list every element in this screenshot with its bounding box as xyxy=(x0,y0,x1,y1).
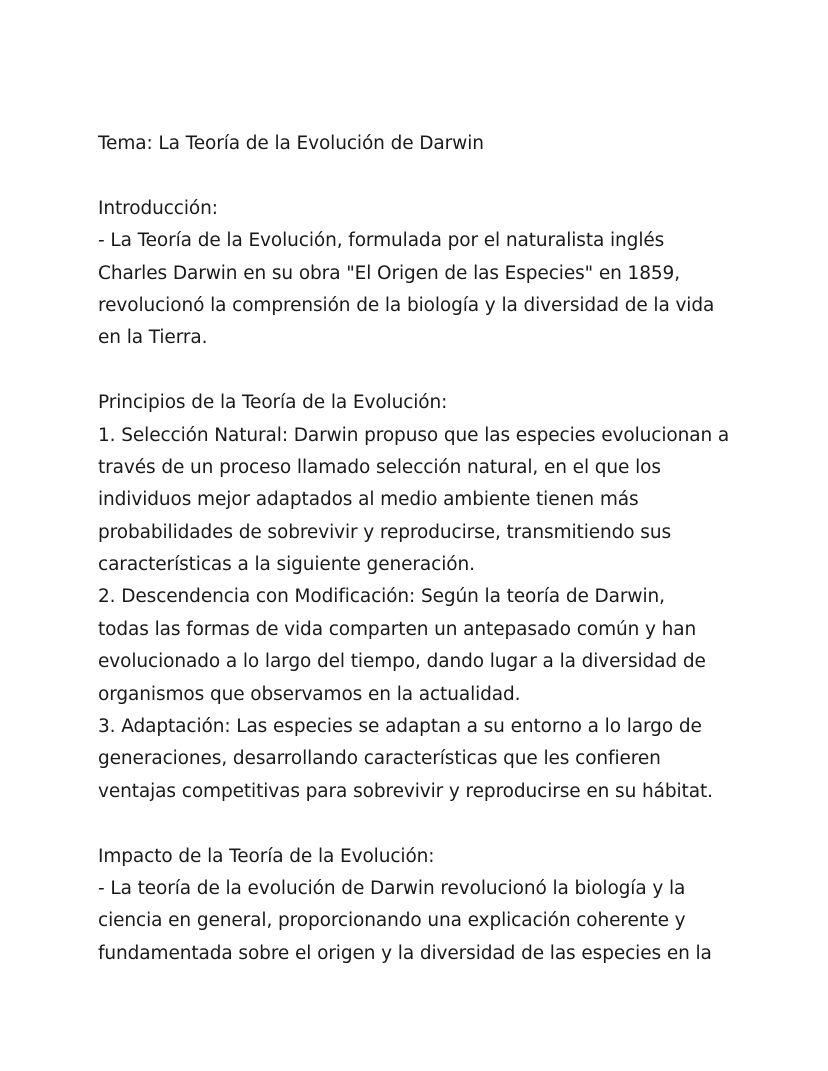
intro-line: Charles Darwin en su obra "El Origen de las Especies" en 1859, xyxy=(98,262,680,284)
document-title: Tema: La Teoría de la Evolución de Darwin xyxy=(98,133,484,154)
principles-line: todas las formas de vida comparten un antepasado común y han xyxy=(98,618,697,640)
intro-line: revolucionó la comprensión de la biología y la diversidad de la vida xyxy=(98,294,715,316)
intro-line: - La Teoría de la Evolución, formulada por el naturalista inglés xyxy=(98,230,665,252)
impact-line: ciencia en general, proporcionando una explicación coherente y xyxy=(98,910,686,932)
principles-line: 1. Selección Natural: Darwin propuso que las especies evolucionan a xyxy=(98,424,730,446)
principles-line: individuos mejor adaptados al medio ambiente tienen más xyxy=(98,489,639,511)
principles-line: probabilidades de sobrevivir y reproducirse, transmitiendo sus xyxy=(98,521,671,543)
spacer xyxy=(98,355,798,387)
intro-line: en la Tierra. xyxy=(98,327,208,349)
impact-heading: Impacto de la Teoría de la Evolución: xyxy=(98,845,435,867)
impact-line: - La teoría de la evolución de Darwin revolucionó la biología y la xyxy=(98,877,686,899)
document-body xyxy=(98,128,798,970)
intro-heading: Introducción: xyxy=(98,197,218,219)
principles-heading: Principios de la Teoría de la Evolución: xyxy=(98,392,448,414)
impact-line: fundamentada sobre el origen y la diversidad de las especies en la xyxy=(98,942,712,964)
principles-line: generaciones, desarrollando características que les confieren xyxy=(98,748,661,770)
principles-line: características a la siguiente generación. xyxy=(98,554,475,576)
principles-line: organismos que observamos en la actualidad. xyxy=(98,683,521,705)
principles-line: 2. Descendencia con Modificación: Según la teoría de Darwin, xyxy=(98,586,665,608)
principles-line: ventajas competitivas para sobrevivir y reproducirse en su hábitat. xyxy=(98,780,713,802)
principles-line: 3. Adaptación: Las especies se adaptan a su entorno a lo largo de xyxy=(98,716,702,738)
principles-line: evolucionado a lo largo del tiempo, dando lugar a la diversidad de xyxy=(98,651,706,673)
principles-line: través de un proceso llamado selección natural, en el que los xyxy=(98,456,661,478)
spacer xyxy=(98,808,798,840)
spacer xyxy=(98,160,798,192)
